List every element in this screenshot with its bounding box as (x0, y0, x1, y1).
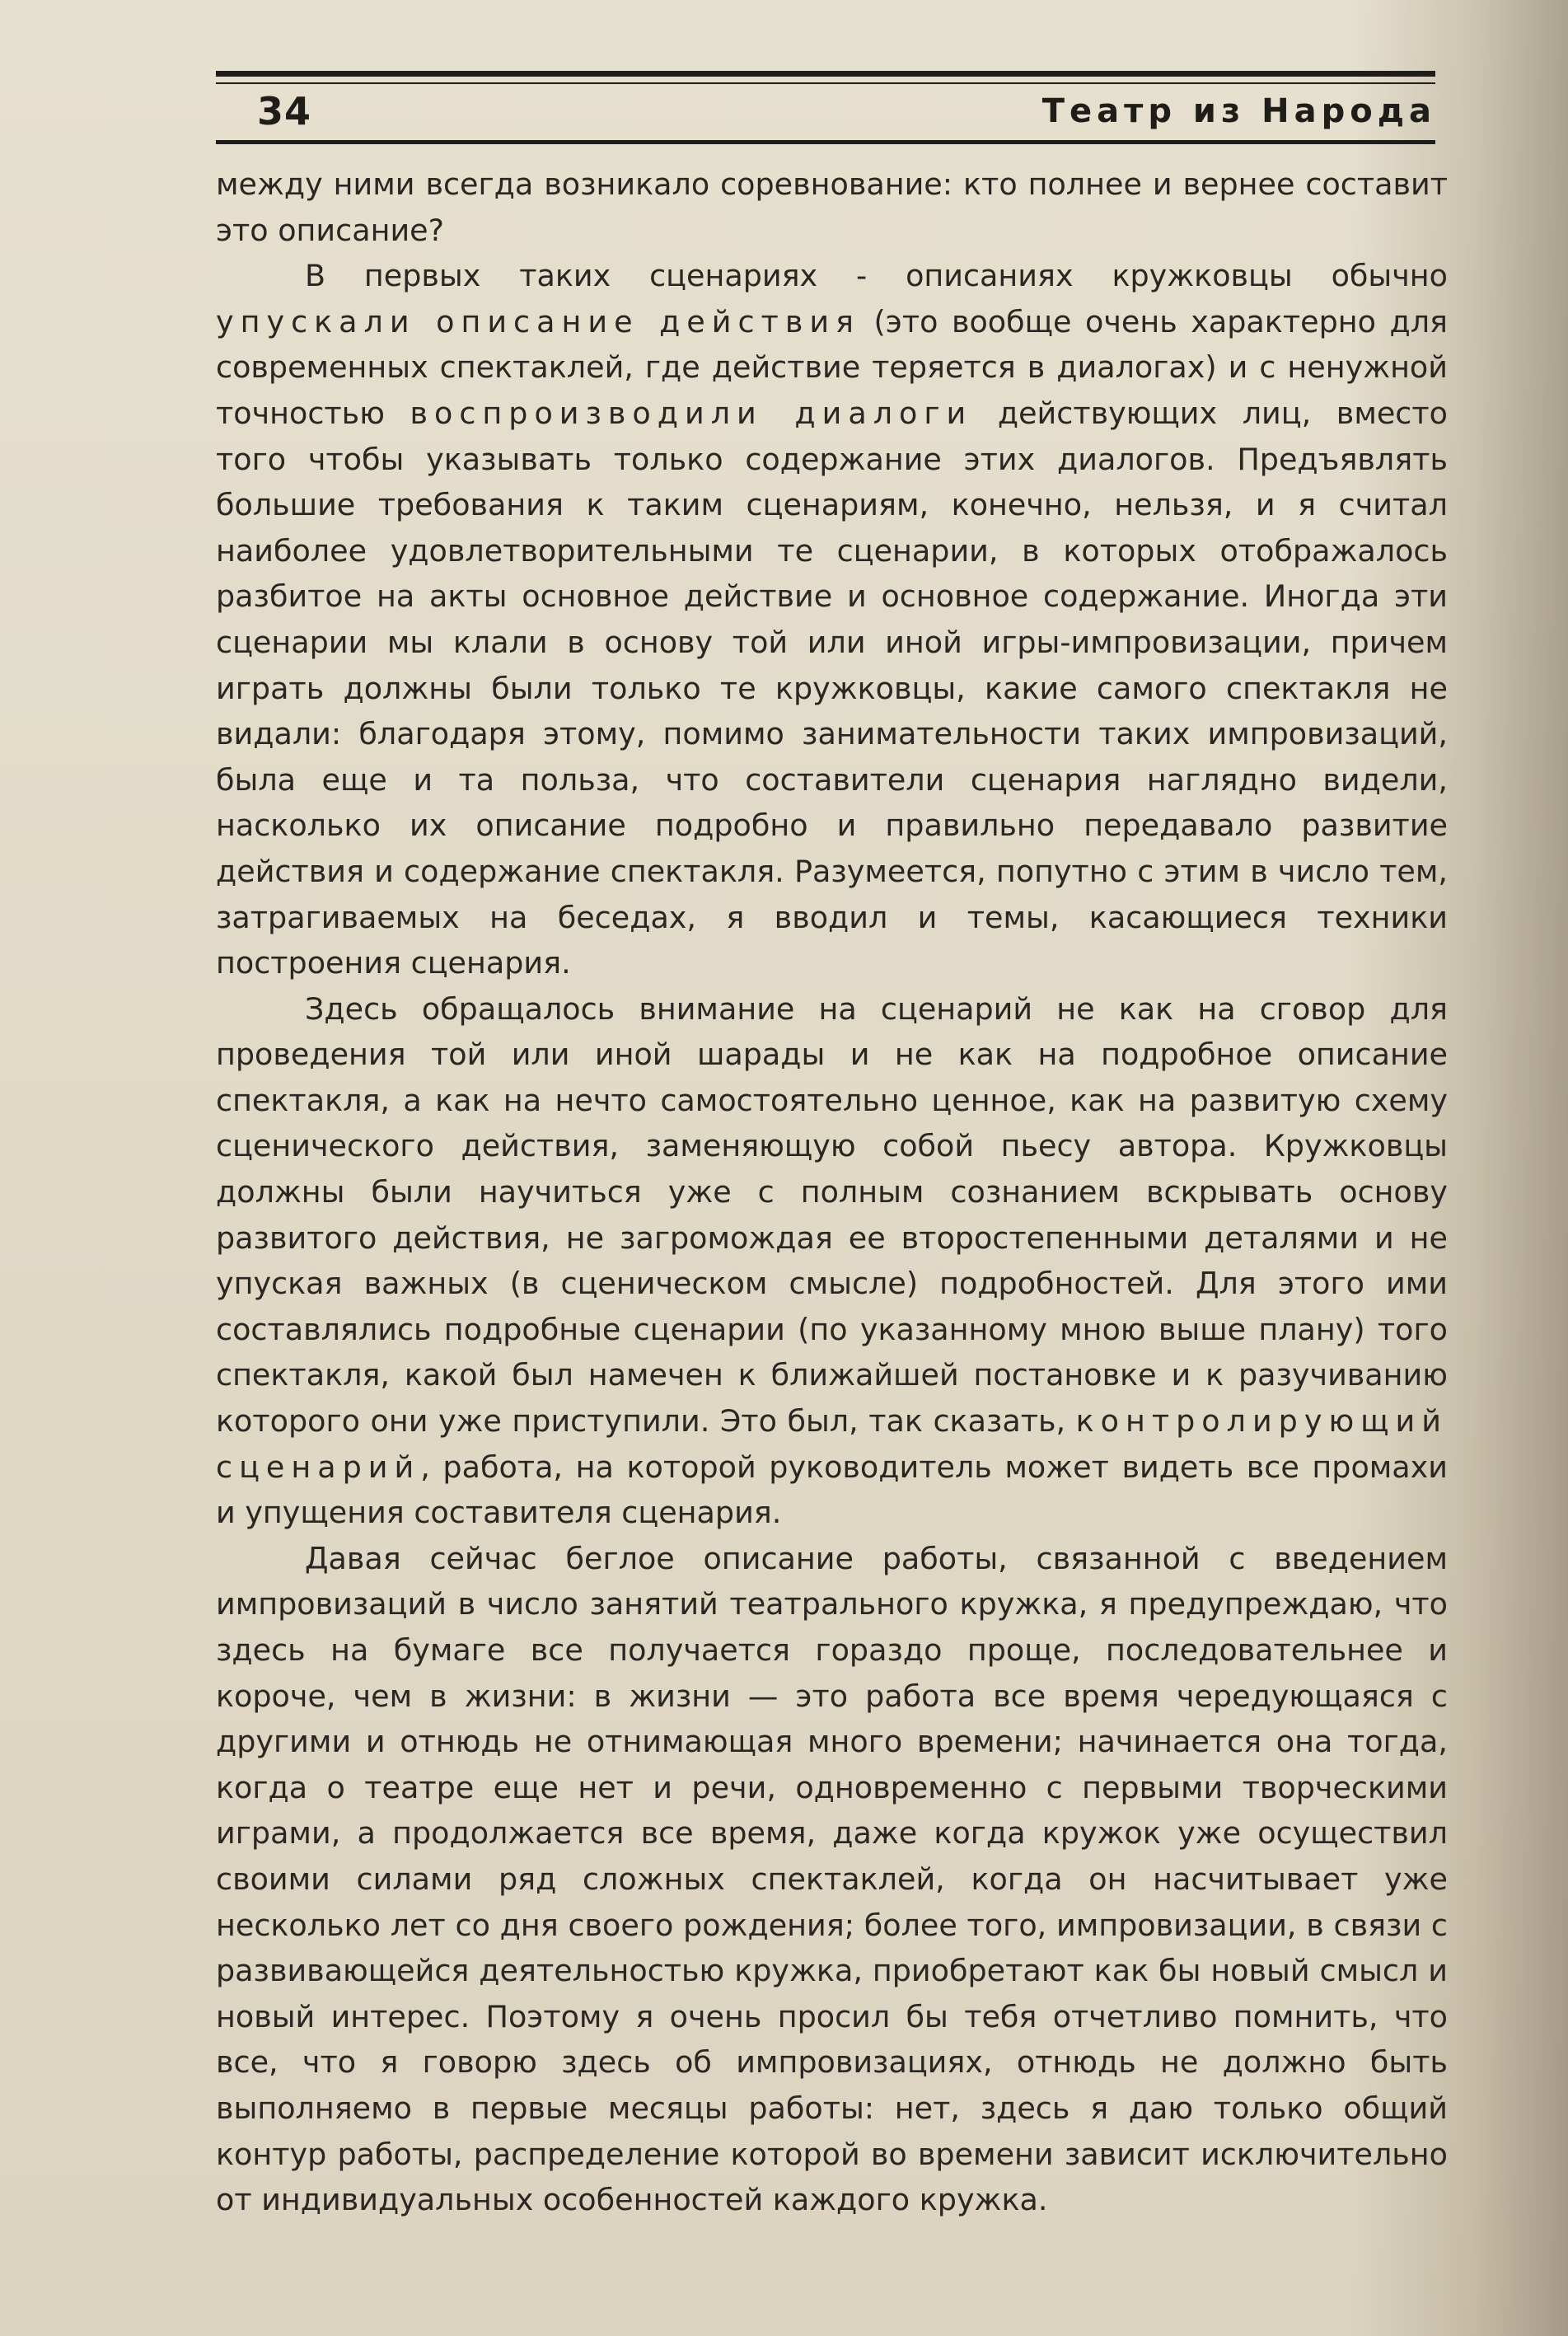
paragraph-2-text-a: В первых таких сценариях - описаниях кружковцы обычно (305, 258, 1448, 294)
paragraph-1: между ними всегда возникало соревнование: кто полнее и вернее составит это описание? (216, 166, 1448, 248)
paragraph-3-text-b: , работа, на которой руководитель может видеть все промахи и упущения составителя сценария. (216, 1449, 1448, 1531)
paragraph-2-text-b: (это вообще очень характерно для современных спектаклей, где действие теряется в диалогах) и с ненужной точностью (216, 303, 1448, 431)
paragraph-2-spaced-phrase-1: упускали описание действия (216, 303, 861, 339)
page-number: 34 (257, 89, 312, 133)
paragraph-3 (216, 986, 1448, 1536)
paragraph-3-text-a: Здесь обращалось внимание на сценарий не как на сговор для проведения той или иной шарады и не как на подробное описание спектакля, а как на нечто самостоятельно ценное, как на развитую схему сценического действия, заменяющую собой пьесу автора. Кружковцы должны были научиться уже с полным сознанием вскрывать основу развитого действия, не загромождая ее второстепенными деталями и не упуская важных (в сценическом смысле) подробностей. Для этого ими составлялись подробные сценарии (по указанному мною выше плану) того спектакля, какой был намечен к ближайшей постановке и к разучиванию которого они уже приступили. Это был, так сказать, (216, 990, 1448, 1440)
paragraph-3-spaced-phrase: контролирующий сценарий (216, 1403, 1448, 1485)
running-title: Театр из Народа (1041, 92, 1436, 130)
header-rule-bottom (216, 140, 1435, 144)
paragraph-2-spaced-phrase-2: воспроизводили диалоги (410, 395, 973, 431)
header-rule-top (216, 71, 1435, 77)
header-rule-top-thin (216, 82, 1435, 84)
body-text (216, 162, 1448, 2223)
paragraph-4: Давая сейчас беглое описание работы, связанной с введением импровизаций в число занятий театрального кружка, я предупреждаю, что здесь на бумаге все получается гораздо проще, последовательнее и короче, чем в жизни: в жизни — это работа все время чередующаяся с другими и отнюдь не отнимающая много времени; начинается она тогда, когда о театре еще нет и речи, одновременно с первыми творческими играми, а продолжается все время, даже когда кружок уже осуществил своими силами ряд сложных спектаклей, когда он насчитывает уже несколько лет со дня своего рождения; более того, импровизации, в связи с развивающейся деятельностью кружка, приобретают как бы новый смысл и новый интерес. Поэтому я очень просил бы тебя отчетливо помнить, что все, что я говорю здесь об импровизациях, отнюдь не должно быть выполняемо в первые месяцы работы: нет, здесь я даю только общий контур работы, распределение которой во времени зависит исключительно от индивидуальных особенностей каждого кружка. (216, 1540, 1448, 2218)
paragraph-2 (216, 253, 1448, 986)
paragraph-2-text-c: действующих лиц, вместо того чтобы указывать только содержание этих диалогов. Предъявлять большие требования к таким сценариям, конечно, нельзя, и я считал наиболее удовлетворительными те сценарии, в которых отображалось разбитое на акты основное действие и основное содержание. Иногда эти сценарии мы клали в основу той или иной игры-импровизации, причем играть должны были только те кружковцы, какие самого спектакля не видали: благодаря этому, помимо занимательности таких импровизаций, была еще и та польза, что составители сценария наглядно видели, насколько их описание подробно и правильно передавало развитие действия и содержание спектакля. Разумеется, попутно с этим в число тем, затрагиваемых на беседах, я вводил и темы, касающиеся техники построения сценария. (216, 395, 1448, 981)
